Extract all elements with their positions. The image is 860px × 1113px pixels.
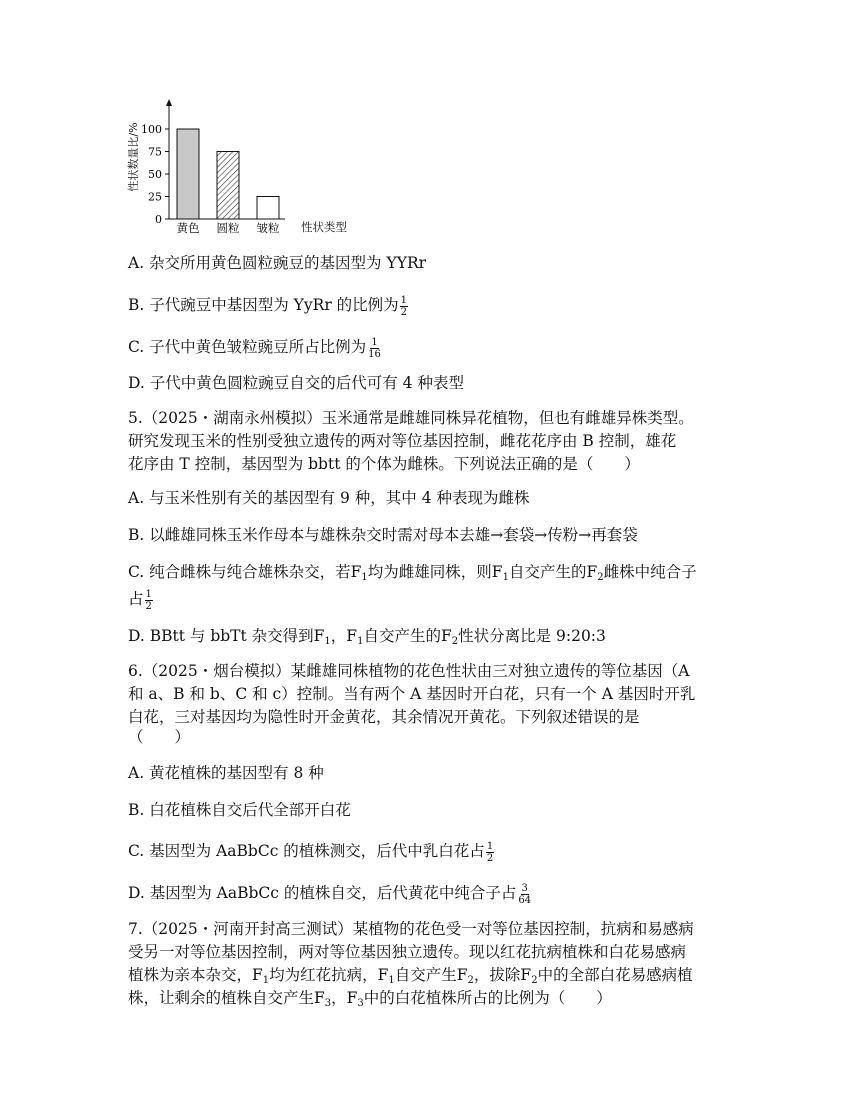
q5-c-text-1: C. 纯合雌株与纯合雄株杂交，若F bbox=[128, 563, 362, 581]
chart-y-tick-label: 75 bbox=[148, 145, 162, 159]
fraction-numerator: 1 bbox=[486, 840, 494, 852]
q5-c-text-3: 自交产生的F bbox=[508, 563, 598, 581]
q5-stem-line-3: 花序由 T 控制，基因型为 bbtt 的个体为雌株。下列说法正确的是（ ） bbox=[128, 455, 640, 473]
subscript: 2 bbox=[531, 975, 538, 986]
q5-option-b: B. 以雌雄同株玉米作母本与雄株杂交时需对母本去雄→套袋→传粉→再套袋 bbox=[128, 526, 638, 544]
q7-stem-line-1: 7.（2025・河南开封高三测试）某植物的花色受一对等位基因控制，抗病和易感病 bbox=[128, 920, 694, 938]
q6-option-c-fraction bbox=[486, 841, 494, 864]
q6-option-c-text: C. 基因型为 AaBbCc 的植株测交，后代中乳白花占 bbox=[128, 842, 485, 860]
chart-bar bbox=[177, 129, 199, 219]
subscript: 1 bbox=[357, 636, 364, 647]
q5-d-text-3: 自交产生的F bbox=[363, 627, 452, 645]
q5-c-text-2: 均为雌雄同株，则F bbox=[367, 563, 503, 581]
q5-c-text-4: 雌株中纯合子 bbox=[603, 563, 697, 581]
fraction-numerator: 1 bbox=[371, 336, 378, 348]
q4-option-c-text: C. 子代中黄色皱粒豌豆所占比例为 bbox=[128, 338, 367, 356]
q6-option-a: A. 黄花植株的基因型有 8 种 bbox=[128, 764, 324, 782]
chart-y-tick-label: 100 bbox=[141, 123, 162, 136]
q4-option-d: D. 子代中黄色圆粒豌豆自交的后代可有 4 种表型 bbox=[128, 374, 464, 392]
subscript: 3 bbox=[324, 998, 332, 1009]
q7-text: 株，让剩余的植株自交产生F bbox=[128, 989, 325, 1007]
q6-stem-line-3: 白花，三对基因均为隐性时开金黄花，其余情况开黄花。下列叙述错误的是 bbox=[128, 708, 640, 726]
q5-d-text-4: 性状分离比是 9:20:3 bbox=[458, 627, 606, 645]
chart-x-tick-label: 皱粒 bbox=[256, 221, 280, 235]
q4-option-c bbox=[128, 336, 382, 360]
subscript: 1 bbox=[324, 636, 331, 647]
chart-y-tick-label: 50 bbox=[148, 168, 162, 181]
q5-option-c-fraction bbox=[145, 589, 153, 612]
chart-ylabel: 性状数量比/% bbox=[127, 122, 140, 192]
chart-x-tick-label: 黄色 bbox=[176, 221, 200, 235]
fraction-denominator: 16 bbox=[368, 348, 381, 360]
subscript: 1 bbox=[361, 572, 368, 583]
q6-option-c bbox=[128, 840, 494, 864]
q4-option-b bbox=[128, 294, 408, 318]
subscript: 2 bbox=[451, 636, 459, 647]
q5-stem-line-2: 研究发现玉米的性别受独立遗传的两对等位基因控制，雌花花序由 B 控制，雄花 bbox=[128, 432, 677, 450]
chart-x-tick-label: 圆粒 bbox=[216, 221, 240, 235]
q4-option-a: A. 杂交所用黄色圆粒豌豆的基因型为 YYRr bbox=[128, 254, 427, 272]
subscript: 1 bbox=[262, 975, 270, 986]
bar-chart bbox=[125, 95, 375, 240]
q4-option-b-fraction bbox=[400, 295, 408, 318]
q7-text: ，F bbox=[331, 989, 358, 1007]
chart-bar bbox=[257, 197, 279, 220]
fraction-denominator: 64 bbox=[518, 894, 532, 906]
fraction-denominator: 2 bbox=[486, 852, 494, 864]
q6-stem-line-2: 和 a、B 和 b、C 和 c）控制。当有两个 A 基因时开白花，只有一个 A 基因时开乳 bbox=[128, 685, 696, 703]
subscript: 3 bbox=[357, 998, 364, 1009]
q5-option-a: A. 与玉米性别有关的基因型有 9 种，其中 4 种表现为雌株 bbox=[128, 489, 530, 507]
q7-text: 均为红花抗病，F bbox=[269, 966, 389, 984]
q4-option-b-text: B. 子代豌豆中基因型为 YyRr 的比例为 bbox=[128, 296, 399, 314]
fraction-numerator: 3 bbox=[521, 882, 528, 894]
q5-option-c-line-2 bbox=[128, 588, 153, 612]
q5-stem-line-1: 5.（2025・湖南永州模拟）玉米通常是雌雄同株异花植物，但也有雌雄异株类型。 bbox=[128, 409, 694, 427]
fraction-denominator: 2 bbox=[400, 306, 408, 318]
fraction-numerator: 1 bbox=[145, 588, 152, 600]
chart-y-tick-label: 0 bbox=[155, 213, 162, 226]
chart-xlabel: 性状类型 bbox=[301, 220, 347, 234]
q7-text: 植株为亲本杂交，F bbox=[128, 966, 263, 984]
subscript: 2 bbox=[597, 572, 604, 583]
q7-stem-line-4 bbox=[128, 987, 612, 1015]
q7-text: 中的白花植株所占的比例为（ ） bbox=[363, 989, 612, 1007]
q5-option-c-line-1 bbox=[128, 561, 697, 589]
q7-text: ，拔除F bbox=[473, 966, 532, 984]
subscript: 1 bbox=[388, 975, 395, 986]
chart-y-arrow bbox=[166, 99, 172, 106]
subscript: 1 bbox=[502, 572, 509, 583]
q6-stem-line-1: 6.（2025・烟台模拟）某雌雄同株植物的花色性状由三对独立遗传的等位基因（A bbox=[128, 662, 690, 680]
q6-option-b: B. 白花植株自交后代全部开白花 bbox=[128, 801, 351, 819]
fraction-numerator: 1 bbox=[400, 294, 408, 306]
fraction-denominator: 2 bbox=[145, 600, 152, 612]
q5-c-text-5: 占 bbox=[128, 590, 144, 608]
q6-stem-line-4: （ ） bbox=[128, 728, 191, 746]
chart-y-tick-label: 25 bbox=[148, 190, 162, 204]
q7-text: 中的全部白花易感病植 bbox=[537, 966, 693, 984]
subscript: 2 bbox=[467, 975, 474, 986]
q7-text: 自交产生F bbox=[394, 966, 468, 984]
q6-option-d-fraction bbox=[517, 883, 532, 906]
q5-d-text-1: D. BBtt 与 bbTt 杂交得到F bbox=[128, 627, 325, 645]
q6-option-d-text: D. 基因型为 AaBbCc 的植株自交，后代黄花中纯合子占 bbox=[128, 884, 517, 902]
q6-option-d bbox=[128, 882, 532, 906]
q4-option-c-fraction bbox=[367, 337, 382, 360]
q5-d-text-2: ，F bbox=[330, 627, 358, 645]
chart-bar bbox=[217, 152, 239, 220]
q7-stem-line-2: 受另一对等位基因控制，两对等位基因独立遗传。现以红花抗病植株和白花易感病 bbox=[128, 943, 687, 961]
q5-option-d bbox=[128, 625, 606, 653]
